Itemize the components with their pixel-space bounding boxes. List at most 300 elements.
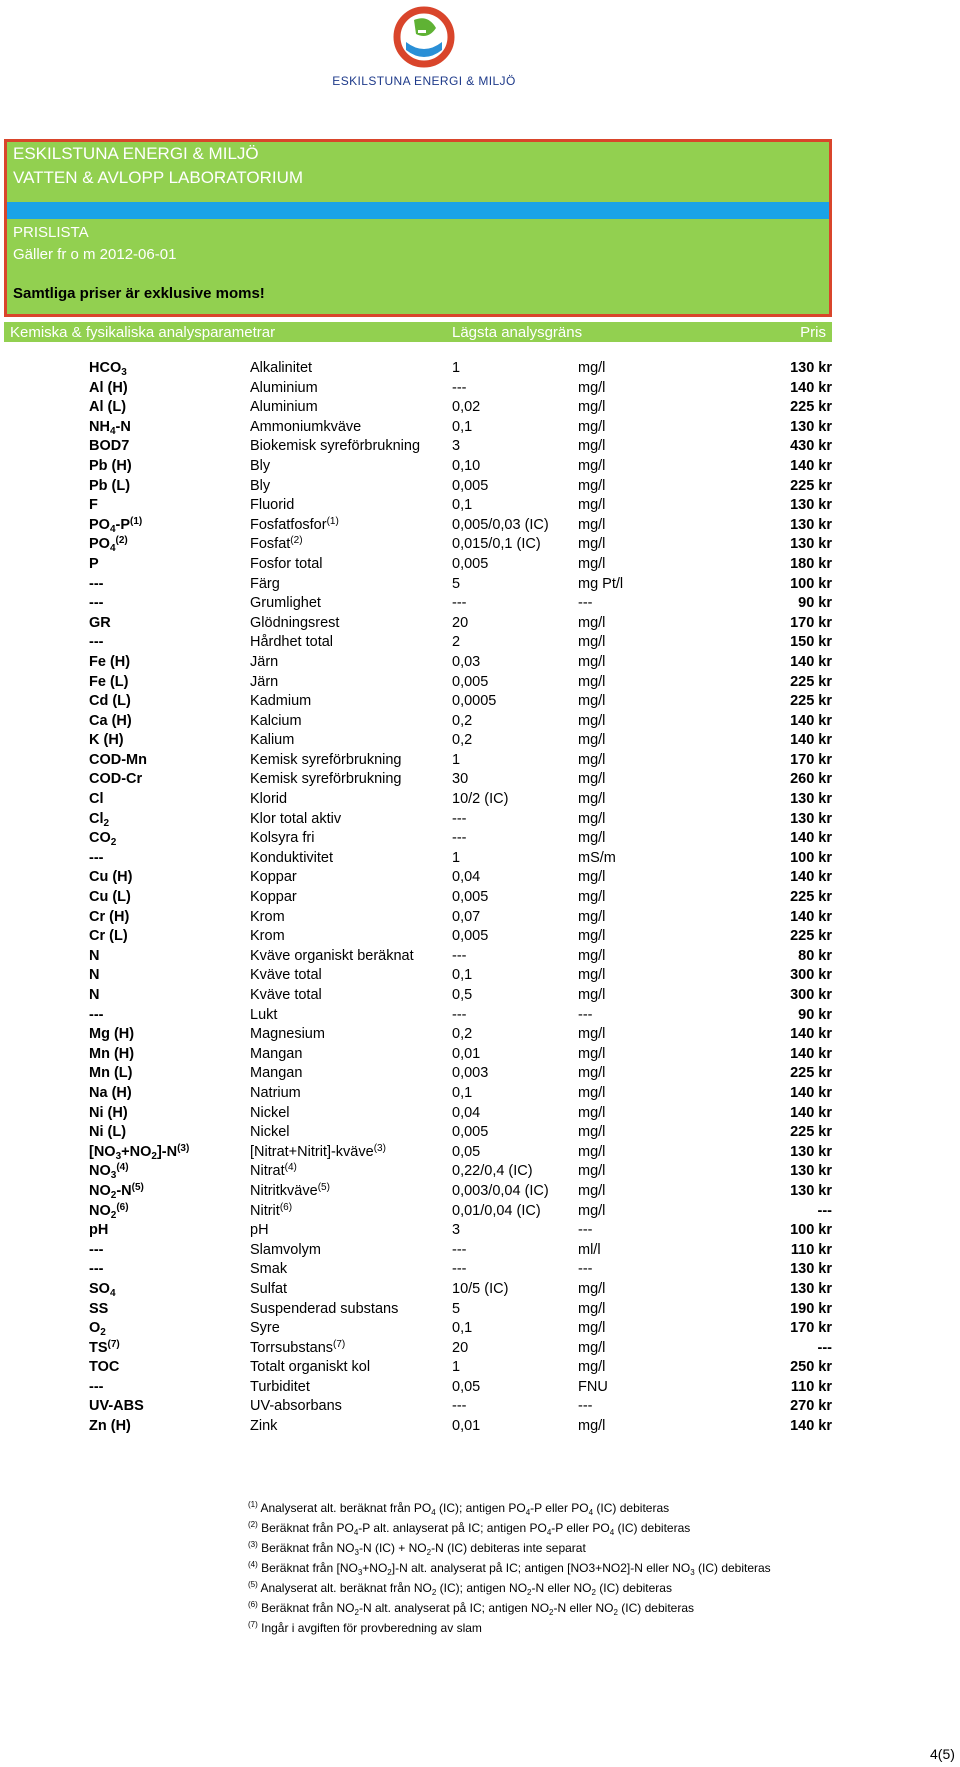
row-price: 130 kr [790,1143,832,1160]
table-row [0,1319,960,1339]
row-code: SS [89,1300,109,1317]
row-limit: 0,1 [452,1084,473,1101]
table-row [0,1084,960,1104]
table-row [0,947,960,967]
row-name: Syre [250,1320,280,1337]
row-unit: mg/l [578,1084,606,1101]
row-unit: mg/l [578,360,606,376]
row-name: Klorid [250,791,288,808]
row-name: Suspenderad substans [250,1300,399,1317]
row-name: Koppar [250,869,297,886]
column-header-bar [4,322,832,342]
row-price: 130 kr [790,418,832,435]
row-unit: mg/l [578,732,606,749]
row-name: Kadmium [250,693,312,710]
row-price: 80 kr [798,947,832,964]
row-code: Fe (L) [89,673,129,690]
row-name: Kalcium [250,712,302,729]
row-code: --- [89,1261,104,1278]
page-number: 4(5) [930,1746,955,1762]
row-limit: 0,003 [452,1065,489,1082]
row-code: P [89,555,99,572]
table-row [0,1397,960,1417]
row-limit: 0,02 [452,399,481,416]
row-price: 140 kr [790,908,832,925]
row-name: Bly [250,477,271,494]
company-logo-icon [384,6,464,68]
row-price: 130 kr [790,1163,832,1180]
price-table [0,359,960,1437]
table-row [0,418,960,438]
table-row [0,1045,960,1065]
row-name: UV-absorbans [250,1398,342,1415]
row-code: --- [89,1378,104,1395]
row-limit: 5 [452,575,461,592]
row-unit: mg/l [578,497,606,514]
row-limit: 0,1 [452,967,473,984]
row-limit: 0,005 [452,673,489,690]
row-limit: 3 [452,1222,461,1239]
row-unit: mg/l [578,1182,606,1199]
row-limit: 0,04 [452,1104,481,1121]
row-name: Kväve total [250,987,322,1003]
footnote: $^{(5)}$ Analyserat alt. beräknat från $NO_2$ (IC); antigen $NO_2-N$ eller $NO_2$ (IC) debiteras [248,1580,672,1597]
row-name: Aluminium [250,379,318,396]
row-limit: 1 [452,1359,461,1376]
row-price: 140 kr [790,1104,832,1121]
row-name: Kväve total [250,967,322,984]
row-unit: mg/l [578,1202,606,1219]
row-code: $NH_4-N$ [89,418,131,437]
row-limit: 0,1 [452,497,473,514]
row-limit: 1 [452,360,461,376]
row-code: Na (H) [89,1084,132,1101]
row-price: 170 kr [790,751,832,768]
row-name: Bly [250,457,271,474]
row-limit: 30 [452,771,469,788]
row-name: Nitritkväve$^{(5)}$ [250,1181,330,1199]
row-code: Cr (L) [89,928,128,945]
table-row [0,516,960,536]
row-unit: mg/l [578,1359,606,1376]
header-vat-note: Samtliga priser är exklusive moms! [13,285,265,302]
row-unit: mg/l [578,634,606,651]
row-unit: --- [578,1006,593,1023]
row-code: $NO_2-N^{(5)}$ [89,1181,144,1201]
header-company: ESKILSTUNA ENERGI & MILJÖ [13,144,259,163]
table-row [0,1064,960,1084]
row-name: Kolsyra fri [250,830,315,847]
row-code: N [89,987,100,1003]
row-code: UV-ABS [89,1398,144,1415]
row-limit: 0,04 [452,869,481,886]
row-price: 130 kr [790,810,832,827]
row-name: Järn [250,673,279,690]
table-row [0,1221,960,1241]
row-name: Nickel [250,1124,290,1141]
row-name: Krom [250,908,285,925]
row-limit: 2 [452,634,461,651]
row-limit: --- [452,1006,467,1023]
table-row [0,1202,960,1222]
row-price: 300 kr [790,967,832,984]
row-unit: mg/l [578,830,606,847]
column-header-limit: Lägsta analysgräns [452,324,583,341]
row-code: Cu (L) [89,889,131,906]
row-limit: 0,5 [452,987,473,1003]
table-row [0,1260,960,1280]
row-price: 140 kr [790,712,832,729]
row-name: Alkalinitet [250,360,313,376]
row-unit: mg/l [578,791,606,808]
row-price: 430 kr [790,438,832,455]
table-row [0,673,960,693]
row-unit: mg/l [578,908,606,925]
table-row [0,1006,960,1026]
row-name: Torrsubstans$^{(7)}$ [250,1338,346,1356]
table-row [0,927,960,947]
row-code: --- [89,1006,104,1023]
row-code: Cu (H) [89,869,133,886]
row-price: 225 kr [790,477,832,494]
row-price: 225 kr [790,928,832,945]
table-row [0,477,960,497]
row-name: Slamvolym [250,1241,321,1258]
row-code: Pb (H) [89,457,132,474]
row-price: 140 kr [790,1418,832,1435]
row-limit: 0,005 [452,477,489,494]
row-limit: 0,05 [452,1143,481,1160]
row-unit: --- [578,595,593,612]
table-row [0,849,960,869]
row-price: 260 kr [790,771,832,788]
row-name: Nitrit$^{(6)}$ [250,1201,293,1219]
row-code: $HCO_3$ [89,360,127,378]
row-code: TS$^{(7)}$ [89,1338,120,1356]
table-row [0,437,960,457]
row-unit: mg/l [578,438,606,455]
row-code: Cd (L) [89,693,131,710]
row-code: Ni (L) [89,1124,127,1141]
table-row [0,359,960,379]
row-price: 130 kr [790,1182,832,1199]
row-code: $NO_2^{(6)}$ [89,1201,129,1221]
table-row [0,986,960,1006]
row-unit: mg/l [578,1104,606,1121]
row-code: $PO_4-P^{(1)}$ [89,515,143,535]
row-price: 225 kr [790,399,832,416]
row-price: 110 kr [790,1241,832,1258]
table-row [0,1162,960,1182]
header-box [4,139,832,317]
row-code: pH [89,1222,109,1239]
row-limit: 0,003/0,04 (IC) [452,1182,549,1199]
row-unit: --- [578,1261,593,1278]
row-name: Mangan [250,1065,303,1082]
row-name: Grumlighet [250,595,321,612]
row-name: pH [250,1222,269,1239]
row-name: Sulfat [250,1280,288,1297]
header-pricelist: PRISLISTA [13,224,89,241]
row-unit: mg/l [578,1339,606,1356]
row-name: Nickel [250,1104,290,1121]
row-price: 140 kr [790,732,832,749]
row-price: 140 kr [790,457,832,474]
row-name: Fluorid [250,497,295,514]
row-unit: mg/l [578,1418,606,1435]
row-unit: mg/l [578,869,606,886]
row-limit: 0,22/0,4 (IC) [452,1163,533,1180]
table-row [0,496,960,516]
row-price: 225 kr [790,693,832,710]
row-name: Kalium [250,732,295,749]
row-price: 250 kr [790,1359,832,1376]
row-unit: mg/l [578,418,606,435]
header-lab: VATTEN & AVLOPP LABORATORIUM [13,168,304,187]
row-price: 225 kr [790,1124,832,1141]
row-name: Färg [250,575,280,592]
row-name: Aluminium [250,399,318,416]
row-limit: 1 [452,751,461,768]
table-row [0,1300,960,1320]
row-limit: --- [452,379,467,396]
header-blue-band [7,202,829,219]
row-unit: mg/l [578,810,606,827]
table-row [0,790,960,810]
row-name: Kemisk syreförbrukning [250,771,402,788]
row-name: Natrium [250,1084,301,1101]
row-limit: 0,01 [452,1418,481,1435]
row-unit: mg/l [578,712,606,729]
row-unit: mg Pt/l [578,575,624,592]
row-code: COD-Mn [89,751,147,768]
row-name: Turbiditet [250,1378,310,1395]
row-code: Mn (L) [89,1065,133,1082]
row-unit: mg/l [578,928,606,945]
row-name: Krom [250,928,285,945]
row-name: Kemisk syreförbrukning [250,751,402,768]
row-limit: --- [452,1241,467,1258]
table-row [0,1339,960,1359]
row-limit: 0,03 [452,653,481,670]
row-name: Biokemisk syreförbrukning [250,438,421,455]
row-unit: mg/l [578,399,606,416]
row-code: Cl [89,791,104,808]
row-code: Mn (H) [89,1045,135,1062]
row-unit: mg/l [578,771,606,788]
row-price: 130 kr [790,536,832,553]
row-price: --- [817,1202,832,1219]
row-code: N [89,947,100,964]
table-row [0,379,960,399]
row-name: Mangan [250,1045,303,1062]
row-limit: 0,10 [452,457,481,474]
row-code: Fe (H) [89,653,131,670]
row-code: Al (L) [89,399,127,416]
column-header-param: Kemiska & fysikaliska analysparametrar [10,324,276,341]
row-price: 170 kr [790,614,832,631]
row-code: TOC [89,1359,120,1376]
row-unit: mg/l [578,1045,606,1062]
row-price: 140 kr [790,379,832,396]
column-header-price: Pris [800,324,826,341]
row-price: 100 kr [790,575,832,592]
row-code: $NO_3^{(4)}$ [89,1162,129,1182]
table-row [0,1182,960,1202]
logo-text: ESKILSTUNA ENERGI & MILJÖ [332,74,516,88]
row-price: 225 kr [790,1065,832,1082]
row-code: --- [89,1241,104,1258]
row-price: 140 kr [790,1045,832,1062]
row-name: Totalt organiskt kol [250,1359,371,1376]
footnote: $^{(4)}$ Beräknat från $[NO_3+NO_2]-N$ alt. analyserat på IC; antigen [NO3+NO2]-N eller $NO_3$ (IC) debiteras [248,1560,771,1577]
row-name: Järn [250,653,279,670]
row-price: --- [817,1339,832,1356]
row-price: 180 kr [790,555,832,572]
row-code: --- [89,634,104,651]
row-unit: mg/l [578,1065,606,1082]
row-limit: 5 [452,1300,461,1317]
row-unit: mg/l [578,673,606,690]
row-price: 300 kr [790,987,832,1003]
row-price: 90 kr [798,1006,832,1023]
row-unit: mg/l [578,555,606,572]
row-limit: --- [452,810,467,827]
row-code: Ca (H) [89,712,132,729]
row-name: Konduktivitet [250,849,334,866]
row-unit: mg/l [578,1124,606,1141]
table-row [0,692,960,712]
row-price: 170 kr [790,1320,832,1337]
row-limit: --- [452,947,467,964]
row-name: Ammoniumkväve [250,418,362,435]
table-row [0,712,960,732]
table-row [0,398,960,418]
row-code: --- [89,849,104,866]
row-limit: 0,1 [452,418,473,435]
table-row [0,1417,960,1437]
row-unit: mg/l [578,614,606,631]
row-unit: mg/l [578,947,606,964]
row-price: 130 kr [790,497,832,514]
row-limit: 0,2 [452,1026,473,1043]
row-limit: 0,2 [452,712,473,729]
row-unit: --- [578,1398,593,1415]
row-code: $[NO_3+NO_2]-N^{(3)}$ [89,1142,190,1162]
row-name: Lukt [250,1006,278,1023]
row-limit: 0,005 [452,928,489,945]
row-unit: FNU [578,1378,608,1395]
row-price: 140 kr [790,1026,832,1043]
table-row [0,888,960,908]
table-row [0,614,960,634]
row-limit: --- [452,1398,467,1415]
table-row [0,1241,960,1261]
row-code: N [89,967,100,984]
row-price: 140 kr [790,869,832,886]
row-unit: mg/l [578,1300,606,1317]
row-unit: mg/l [578,1163,606,1180]
row-price: 140 kr [790,1084,832,1101]
row-limit: 0,07 [452,908,481,925]
row-unit: mg/l [578,987,606,1003]
row-limit: 0,05 [452,1378,481,1395]
table-row [0,633,960,653]
row-code: K (H) [89,732,124,749]
row-limit: 0,015/0,1 (IC) [452,536,541,553]
row-code: Al (H) [89,379,128,396]
row-limit: 0,01 [452,1045,481,1062]
row-code: Ni (H) [89,1104,128,1121]
row-limit: 0,1 [452,1320,473,1337]
row-price: 150 kr [790,634,832,651]
table-row [0,751,960,771]
row-limit: 0,2 [452,732,473,749]
row-name: Fosfatfosfor$^{(1)}$ [250,515,339,533]
row-price: 270 kr [790,1398,832,1415]
row-price: 130 kr [790,360,832,376]
row-name: Koppar [250,889,297,906]
table-row [0,535,960,555]
table-row [0,868,960,888]
table-row [0,829,960,849]
row-limit: 0,005 [452,1124,489,1141]
row-price: 130 kr [790,791,832,808]
footnote: $^{(3)}$ Beräknat från $NO_3-N$ $(IC) + NO_2-N$ (IC) debiteras inte separat [248,1540,586,1557]
row-name: Kväve organiskt beräknat [250,947,414,964]
row-limit: 1 [452,849,461,866]
row-price: 130 kr [790,1280,832,1297]
row-unit: mg/l [578,967,606,984]
footnote: $^{(6)}$ Beräknat från $NO_2-N$ alt. analyserat på IC; antigen $NO_2-N$ eller $NO_2$ (IC) debiteras [248,1600,694,1617]
row-name: Fosfor total [250,555,323,572]
row-code: $Cl_2$ [89,810,110,829]
row-name: Nitrat$^{(4)}$ [250,1162,297,1180]
row-code: Mg (H) [89,1026,135,1043]
row-name: Klor total aktiv [250,810,342,827]
table-row [0,966,960,986]
row-unit: mg/l [578,1143,606,1160]
row-price: 100 kr [790,1222,832,1239]
row-limit: 3 [452,438,461,455]
row-price: 130 kr [790,516,832,533]
row-name: Glödningsrest [250,614,340,631]
row-price: 225 kr [790,673,832,690]
row-name: Magnesium [250,1026,325,1043]
row-price: 225 kr [790,889,832,906]
row-unit: mg/l [578,693,606,710]
row-unit: mg/l [578,516,606,533]
row-price: 90 kr [798,595,832,612]
row-code: $PO_4^{(2)}$ [89,535,128,555]
row-unit: mg/l [578,477,606,494]
table-row [0,1123,960,1143]
row-price: 110 kr [790,1378,832,1395]
table-row [0,555,960,575]
row-limit: 10/2 (IC) [452,791,509,808]
row-name: Smak [250,1261,288,1278]
row-code: --- [89,595,104,612]
table-row [0,731,960,751]
row-limit: --- [452,1261,467,1278]
header-valid-from: Gäller fr o m 2012-06-01 [13,246,177,263]
row-limit: 20 [452,1339,469,1356]
footnote: $^{(7)}$ Ingår i avgiften för provberedning av slam [248,1620,482,1635]
row-price: 140 kr [790,830,832,847]
row-unit: mg/l [578,751,606,768]
row-name: Hårdhet total [250,634,334,651]
footnote: $^{(2)}$ Beräknat från $PO_4-P$ alt. anlayserat på IC; antigen $PO_4-P$ eller $PO_4$ (IC) debiteras [248,1520,691,1537]
